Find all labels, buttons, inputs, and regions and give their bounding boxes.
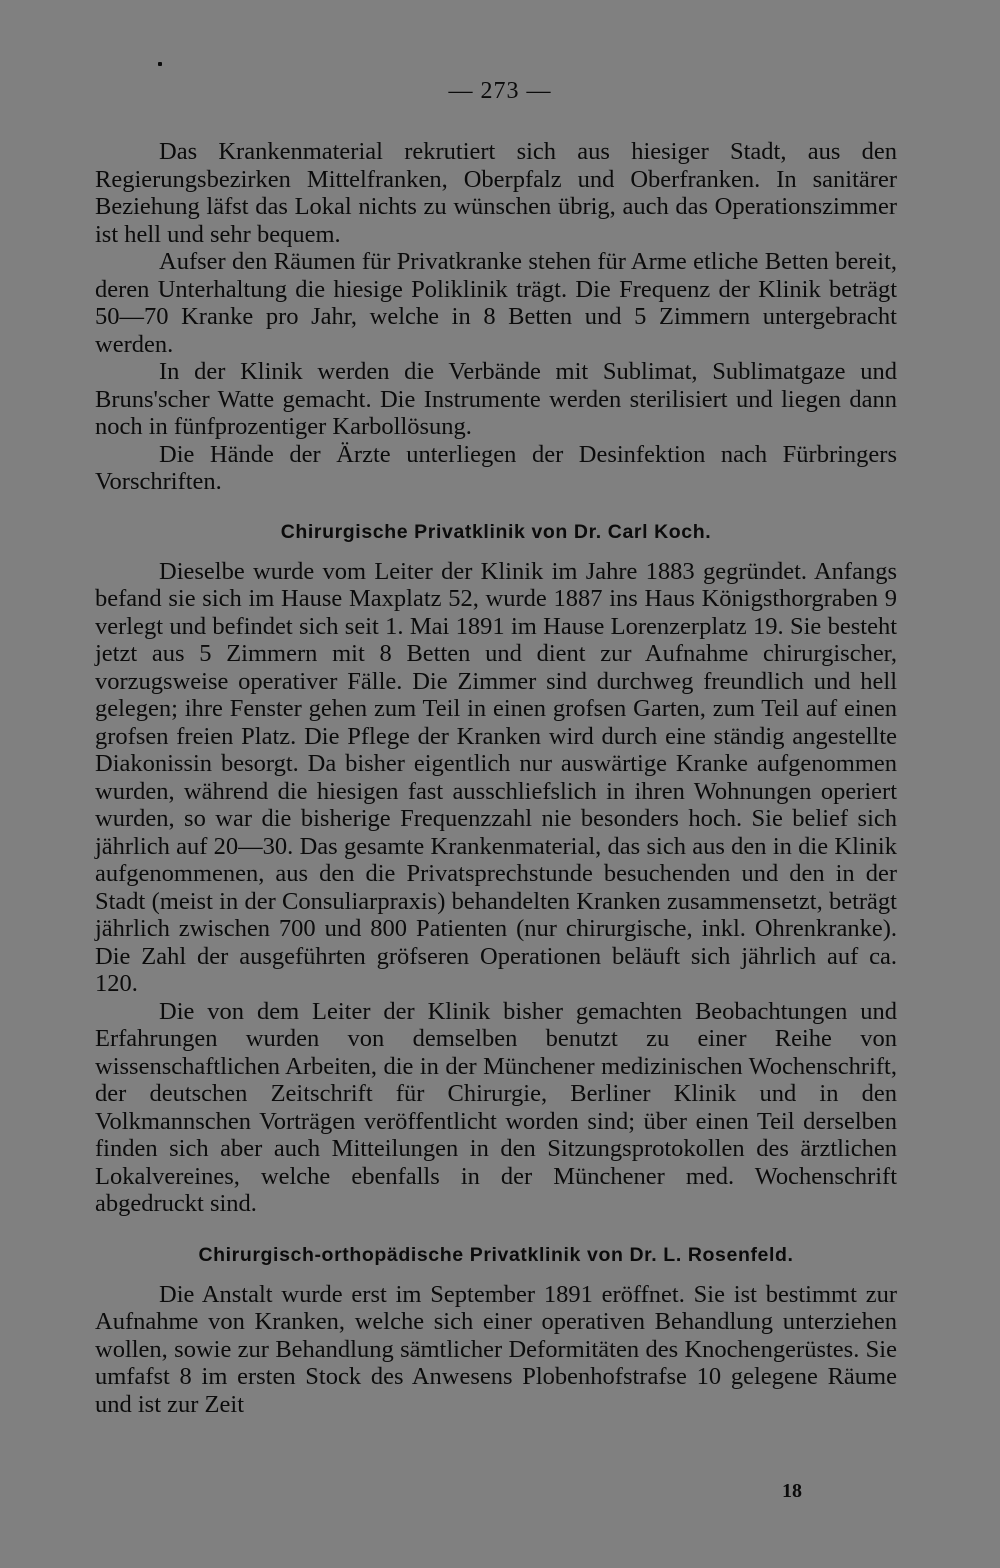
paragraph: Die Anstalt wurde erst im September 1891 eröffnet. Sie ist bestimmt zur Aufnahme von Kranken, welche sich einer operativen Behandlung unterziehen wollen, sowie zur Behandlung sämtlicher Deformitäten des Knochengerüstes. Sie umfafst 8 im ersten Stock des Anwesens Plobenhofstrafse 10 gelegene Räume und ist zur Zeit (95, 1280, 897, 1418)
print-speck (158, 62, 162, 66)
paragraph: Die von dem Leiter der Klinik bisher gemachten Beobachtungen und Erfahrungen wurden von demselben benutzt zu einer Reihe von wissenschaftlichen Arbeiten, die in der Münchener medizinischen Wochenschrift, der deutschen Zeitschrift für Chirurgie, Berliner Klinik und in den Volkmannschen Vorträgen veröffentlicht worden sind; über einen Teil derselben finden sich aber auch Mitteilungen in den Sitzungsprotokollen des ärztlichen Lokalvereines, welche ebenfalls in der Münchener med. Wochenschrift abgedruckt sind. (95, 997, 897, 1217)
page-body (95, 138, 897, 1418)
page-number-header: — 273 — (448, 78, 552, 104)
signature-mark: 18 (782, 1480, 802, 1502)
paragraph: Aufser den Räumen für Privatkranke stehen für Arme etliche Betten bereit, deren Unterhaltung die hiesige Poliklinik trägt. Die Frequenz der Klinik beträgt 50—70 Kranke pro Jahr, welche in 8 Betten und 5 Zimmern untergebracht werden. (95, 248, 897, 358)
paragraph: Dieselbe wurde vom Leiter der Klinik im Jahre 1883 gegründet. Anfangs befand sie sich im Hause Maxplatz 52, wurde 1887 ins Haus Königsthorgraben 9 verlegt und befindet sich seit 1. Mai 1891 im Hause Lorenzerplatz 19. Sie besteht jetzt aus 5 Zimmern mit 8 Betten und dient zur Aufnahme chirurgischer, vorzugsweise operativer Fälle. Die Zimmer sind durchweg freundlich und hell gelegen; ihre Fenster gehen zum Teil in einen grofsen Garten, zum Teil auf einen grofsen freien Platz. Die Pflege der Kranken wird durch eine ständig angestellte Diakonissin besorgt. Da bisher eigentlich nur auswärtige Kranke aufgenommen wurden, während die hiesigen fast ausschliefslich in ihren Wohnungen operiert wurden, so war die bisherige Frequenzzahl nie besonders hoch. Sie belief sich jährlich auf 20—30. Das gesamte Krankenmaterial, das sich aus den in die Klinik aufgenommenen, aus den die Privatsprechstunde besuchenden und den in der Stadt (meist in der Consuliarpraxis) behandelten Kranken zusammensetzt, beträgt jährlich zwischen 700 und 800 Patienten (nur chirurgische, inkl. Ohrenkranke). Die Zahl der ausgeführten gröfseren Operationen beläuft sich jährlich auf ca. 120. (95, 557, 897, 997)
section-heading: Chirurgisch-orthopädische Privatklinik von Dr. L. Rosenfeld. (198, 1243, 794, 1266)
section-rosenfeld (95, 1244, 897, 1419)
section-intro (95, 138, 897, 496)
paragraph: Das Krankenmaterial rekrutiert sich aus hiesiger Stadt, aus den Regierungsbezirken Mittelfranken, Oberpfalz und Oberfranken. In sanitärer Beziehung läfst das Lokal nichts zu wünschen übrig, auch das Operationszimmer ist hell und sehr bequem. (95, 138, 897, 248)
paragraph: Die Hände der Ärzte unterliegen der Desinfektion nach Fürbringers Vorschriften. (95, 440, 897, 495)
paragraph: In der Klinik werden die Verbände mit Sublimat, Sublimatgaze und Bruns'scher Watte gemacht. Die Instrumente werden sterilisiert und liegen dann noch in fünfprozentiger Karbollösung. (95, 358, 897, 440)
section-koch (95, 521, 897, 1218)
section-heading: Chirurgische Privatklinik von Dr. Carl Koch. (280, 520, 712, 543)
